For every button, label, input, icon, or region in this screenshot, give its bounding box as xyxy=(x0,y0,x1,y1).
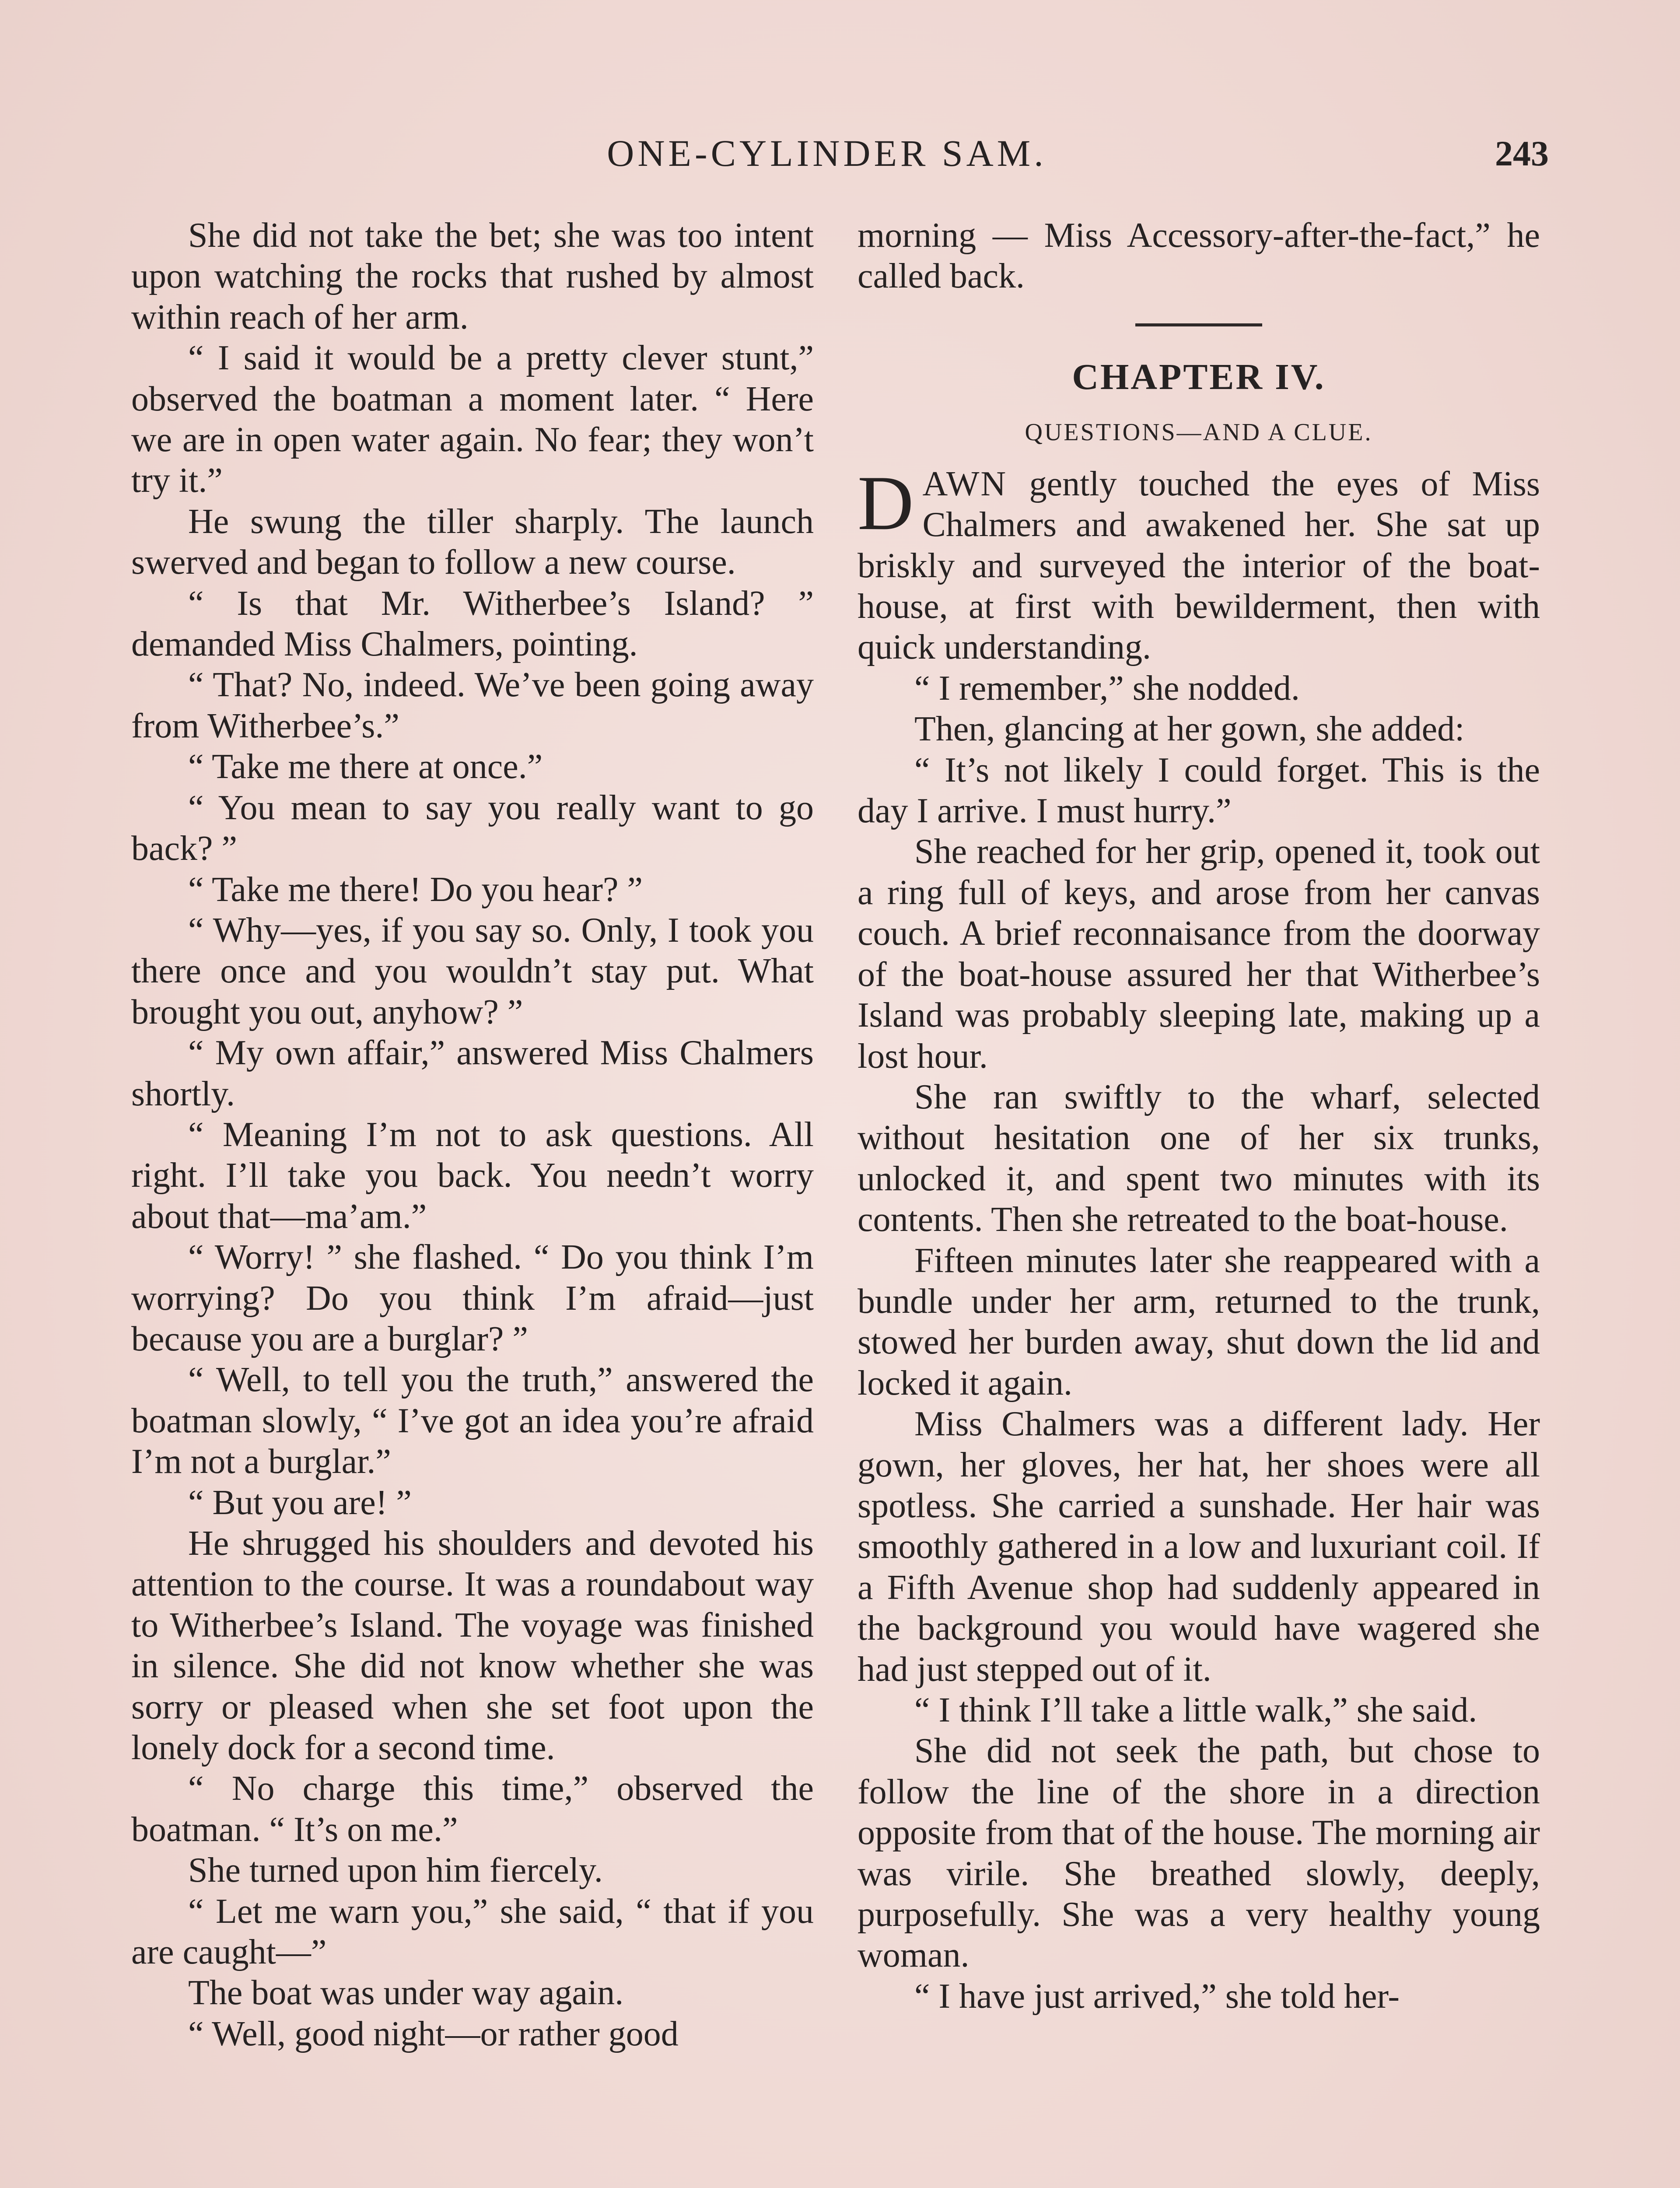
paragraph: He swung the tiller sharply. The launch swerved and began to follow a new course. xyxy=(131,502,814,582)
paragraph: She did not take the bet; she was too intent upon watching the rocks that rushed by almost within reach of her arm. xyxy=(131,216,814,337)
continued-paragraph: morning — Miss Accessory-after-the-fact,” he called back. xyxy=(858,216,1540,296)
running-title: ONE-CYLINDER SAM. xyxy=(607,132,1047,174)
paragraph: “ Worry! ” she flashed. “ Do you think I’m worrying? Do you think I’m afraid—just because you are a burglar? ” xyxy=(131,1238,814,1358)
drop-cap-letter: D xyxy=(858,459,914,546)
paragraph: “ Take me there at once.” xyxy=(188,747,543,786)
paragraph: She ran swiftly to the wharf, selected without hesitation one of her six trunks, unlocked it, and spent two minutes with its contents. Then she retreated to the boat-house. xyxy=(858,1077,1540,1239)
chapter-subtitle: QUESTIONS—AND A CLUE. xyxy=(1025,418,1373,446)
chapter-title: CHAPTER IV. xyxy=(1072,356,1326,397)
opening-paragraph-text: gently touched the eyes of Miss Chalmers and awakened her. She sat up briskly and surveyed the interior of the boat-house, at first with bewilderment, then with quick understanding. xyxy=(858,464,1540,667)
paragraph: The boat was under way again. xyxy=(188,1974,624,2013)
paragraph: “ I think I’ll take a little walk,” she said. xyxy=(914,1691,1477,1729)
left-column xyxy=(131,215,814,2055)
paragraph: “ But you are! ” xyxy=(188,1483,412,1522)
right-column xyxy=(858,215,1540,2017)
paragraph: “ Why—yes, if you say so. Only, I took you there once and you wouldn’t stay put. What brought you out, anyhow? ” xyxy=(131,911,814,1031)
paragraph: Fifteen minutes later she reappeared with a bundle under her arm, returned to the trunk, stowed her burden away, shut down the lid and locked it again. xyxy=(858,1241,1540,1403)
paragraph: “ You mean to say you really want to go back? ” xyxy=(131,788,814,868)
section-divider xyxy=(1135,323,1262,326)
lead-in-caps: AWN xyxy=(922,464,1008,503)
paragraph: “ Meaning I’m not to ask questions. All right. I’ll take you back. You needn’t worry about that—ma’am.” xyxy=(131,1115,814,1236)
paragraph: Then, glancing at her gown, she added: xyxy=(914,710,1465,749)
paragraph: “ It’s not likely I could forget. This is the day I arrive. I must hurry.” xyxy=(858,750,1540,831)
paragraph: “ I have just arrived,” she told her- xyxy=(914,1977,1400,2016)
chapter-opening-paragraph xyxy=(858,459,1540,668)
paragraph: “ That? No, indeed. We’ve been going away from Witherbee’s.” xyxy=(131,666,814,745)
paragraph: “ Take me there! Do you hear? ” xyxy=(188,870,643,909)
paragraph: Miss Chalmers was a different lady. Her gown, her gloves, her hat, her shoes were all spotless. She carried a sunshade. Her hair was smoothly gathered in a low and luxuriant coil. If a Fifth Avenue shop had suddenly appeared in the background you would have wagered she had just stepped out of it. xyxy=(858,1405,1540,1689)
paragraph: “ No charge this time,” observed the boatman. “ It’s on me.” xyxy=(131,1769,814,1849)
paragraph: “ Well, to tell you the truth,” answered the boatman slowly, “ I’ve got an idea you’re afraid I’m not a burglar.” xyxy=(131,1360,814,1481)
paragraph: “ Let me warn you,” she said, “ that if you are caught—” xyxy=(131,1892,814,1972)
page-number: 243 xyxy=(1495,133,1549,173)
paragraph: She turned upon him fiercely. xyxy=(188,1851,603,1890)
paragraph: “ I remember,” she nodded. xyxy=(914,669,1300,708)
paragraph: He shrugged his shoulders and devoted his attention to the course. It was a roundabout way to Witherbee’s Island. The voyage was finished in silence. She did not know whether she was sorry or pleased when she set foot upon the lonely dock for a second time. xyxy=(131,1524,814,1767)
paragraph: “ My own affair,” answered Miss Chalmers shortly. xyxy=(131,1034,814,1113)
page-header xyxy=(0,127,1680,184)
paragraph: She did not seek the path, but chose to follow the line of the shore in a direction opposite from that of the house. The morning air was virile. She breathed slowly, deeply, purposefully. She was a very healthy young woman. xyxy=(858,1732,1540,1975)
paragraph: She reached for her grip, opened it, took out a ring full of keys, and arose from her canvas couch. A brief reconnaisance from the doorway of the boat-house assured her that Witherbee’s Island was probably sleeping late, making up a lost hour. xyxy=(858,832,1540,1076)
paragraph: “ I said it would be a pretty clever stunt,” observed the boatman a moment later. “ Here we are in open water again. No fear; they won’t try it.” xyxy=(131,339,814,500)
paragraph: “ Is that Mr. Witherbee’s Island? ” demanded Miss Chalmers, pointing. xyxy=(131,584,814,664)
paragraph: “ Well, good night—or rather good xyxy=(188,2014,679,2053)
